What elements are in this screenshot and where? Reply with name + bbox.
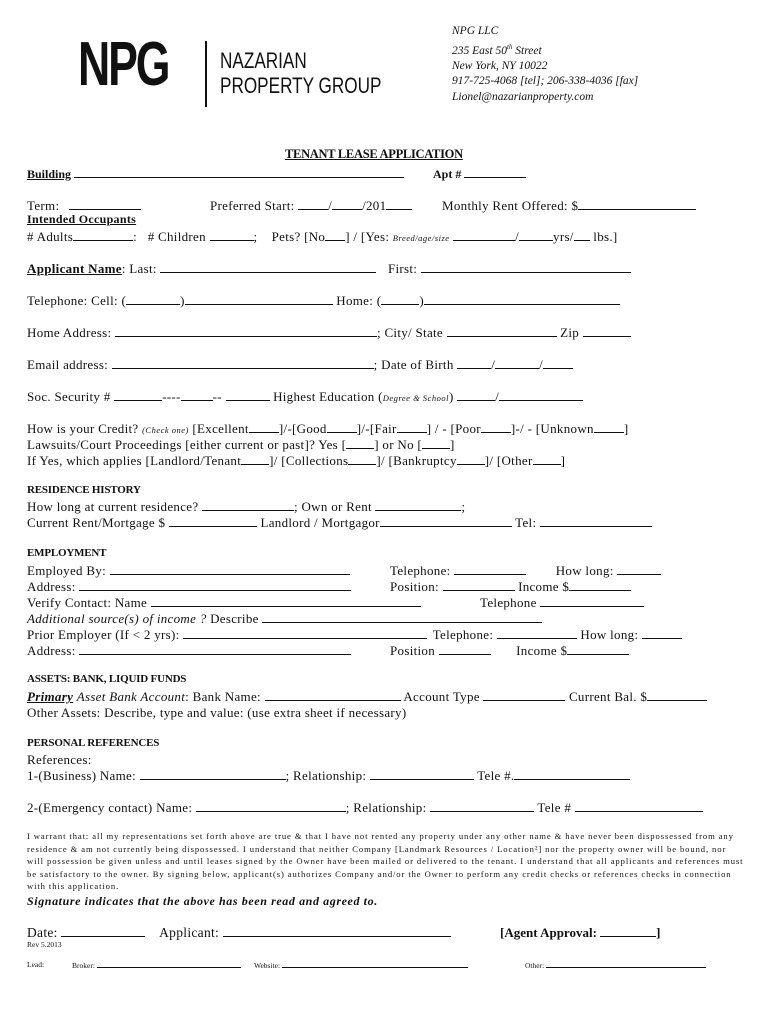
additional-income-row bbox=[27, 611, 542, 627]
start-year-field[interactable] bbox=[386, 198, 412, 210]
applicant-heading: Applicant Name bbox=[27, 261, 122, 276]
signature-note: Signature indicates that the above has been read and agreed to. bbox=[27, 894, 378, 908]
residence-row1 bbox=[27, 499, 465, 515]
zip-label: Zip bbox=[560, 325, 580, 340]
logo-name-line2: PROPERTY GROUP bbox=[220, 73, 382, 98]
reference2-name-label: 2-(Emergency contact) Name: bbox=[27, 800, 193, 815]
agent-approval-close: ] bbox=[656, 925, 661, 940]
contact-block bbox=[452, 24, 638, 105]
references-heading: PERSONAL REFERENCES bbox=[27, 737, 160, 749]
lead-label: Lead: bbox=[27, 960, 45, 969]
other-issue-label: ]/ [Other bbox=[484, 453, 533, 468]
ssn-part1-field[interactable] bbox=[114, 389, 162, 401]
employer-how-long-label: How long: bbox=[555, 563, 614, 578]
credit-close: ] bbox=[623, 421, 629, 436]
school-field[interactable] bbox=[499, 389, 583, 401]
reference1-tele-field[interactable] bbox=[514, 768, 630, 780]
prior-how-long-label: How long: bbox=[580, 627, 639, 642]
verify-contact-label: Verify Contact: Name bbox=[27, 595, 148, 610]
account-type-field[interactable] bbox=[483, 689, 565, 701]
dob-sep1: / bbox=[491, 357, 496, 372]
references-label: References: bbox=[27, 752, 92, 767]
reference1-name-label: 1-(Business) Name: bbox=[27, 768, 137, 783]
cell-label: Telephone: Cell: ( bbox=[27, 293, 127, 308]
broker-label: Broker: bbox=[72, 961, 95, 970]
street-number: 235 East 50 bbox=[452, 44, 507, 57]
primary-label: Primary bbox=[27, 689, 74, 704]
reference2-tele-field[interactable] bbox=[575, 800, 703, 812]
lbs-label: lbs.] bbox=[593, 229, 618, 244]
pet-weight-field[interactable] bbox=[574, 229, 590, 241]
pets-label: Pets? [No bbox=[271, 229, 326, 244]
home-area-field[interactable] bbox=[381, 293, 419, 305]
pet-age-field[interactable] bbox=[519, 229, 553, 241]
credit-label: How is your Credit? bbox=[27, 421, 139, 436]
home-number-field[interactable] bbox=[424, 293, 620, 305]
rent-offered-row bbox=[442, 198, 696, 214]
prior-address-row bbox=[27, 643, 351, 659]
additional-income-label: Additional source(s) of income ? bbox=[27, 611, 207, 626]
employer-address-label: Address: bbox=[27, 579, 76, 594]
bank-name-field[interactable] bbox=[265, 689, 401, 701]
last-name-label: : Last: bbox=[121, 261, 157, 276]
income-label: Income $ bbox=[518, 579, 570, 594]
broker-field[interactable] bbox=[97, 960, 241, 968]
education-slash: / bbox=[495, 389, 500, 404]
children-label: # Children bbox=[147, 229, 206, 244]
warranty-paragraph: I warrant that: all my representations set forth above are true & that I have not rented any property under any other name & have never been dispossessed from any residence & am not currently being dispossessed. I understand that neither Company [Landmark Resources / Location²] nor the property owner will be bound, nor will possession be given unless and until leases signed by the Owner have been mailed or delivered to the tenant. I understand that all applicants and references must be satisfactory to the owner. By signing below, applicant(s) authorizes Company and/or the Owner to perform any credit checks or references checks in connection with this application. bbox=[27, 831, 744, 891]
cell-area-field[interactable] bbox=[126, 293, 180, 305]
ifyes-row bbox=[27, 453, 565, 469]
term-field[interactable] bbox=[69, 198, 141, 210]
credit-fair-label: ]/-[Fair bbox=[356, 421, 397, 436]
ifyes-label: If Yes, which applies [Landlord/Tenant bbox=[27, 453, 242, 468]
account-type-label: Account Type bbox=[403, 689, 480, 704]
lawsuits-close: ] bbox=[450, 437, 455, 452]
residence-heading: RESIDENCE HISTORY bbox=[27, 484, 141, 496]
current-rent-label: Current Rent/Mortgage $ bbox=[27, 515, 166, 530]
asset-bank-label: Asset Bank Account bbox=[76, 689, 186, 704]
employer-position-row bbox=[390, 579, 631, 595]
website-row bbox=[254, 960, 468, 970]
building-field[interactable] bbox=[74, 166, 404, 178]
occupants-row bbox=[27, 229, 618, 245]
building-label: Building bbox=[27, 167, 72, 181]
preferred-start-row bbox=[210, 198, 412, 214]
current-bal-field[interactable] bbox=[647, 689, 707, 701]
prior-income-label: Income $ bbox=[516, 643, 568, 658]
occupants-heading: Intended Occupants bbox=[27, 212, 137, 226]
ssn-dash2: -- bbox=[212, 389, 222, 404]
ssn-label: Soc. Security # bbox=[27, 389, 111, 404]
prior-position-row bbox=[390, 643, 629, 659]
adults-label: # Adults bbox=[27, 229, 74, 244]
home-address-row bbox=[27, 325, 631, 341]
agent-approval-label: [Agent Approval: bbox=[500, 925, 601, 940]
credit-hint: (Check one) bbox=[142, 425, 189, 435]
current-rent-field[interactable] bbox=[169, 515, 257, 527]
education-label: Highest Education ( bbox=[273, 389, 383, 404]
ssn-part3-field[interactable] bbox=[226, 389, 270, 401]
date-field[interactable] bbox=[61, 925, 145, 937]
prior-position-label: Position bbox=[390, 643, 436, 658]
adults-field[interactable] bbox=[73, 229, 133, 241]
own-rent-label: ; Own or Rent bbox=[294, 499, 372, 514]
applicant-sign-label: Applicant: bbox=[159, 925, 220, 940]
logo-name bbox=[220, 48, 381, 98]
prior-employer-label: Prior Employer (If < 2 yrs): bbox=[27, 627, 180, 642]
home-address-label: Home Address: bbox=[27, 325, 112, 340]
credit-unknown-field[interactable] bbox=[594, 421, 624, 433]
prior-income-field[interactable] bbox=[567, 643, 629, 655]
website-label: Website: bbox=[254, 961, 281, 970]
residence-how-long-field[interactable] bbox=[202, 499, 294, 511]
home-paren: ) bbox=[419, 293, 424, 308]
city-state-label: ; City/ State bbox=[376, 325, 443, 340]
breed-field[interactable] bbox=[453, 229, 515, 241]
lawsuits-row bbox=[27, 437, 455, 453]
ssn-part2-field[interactable] bbox=[181, 389, 213, 401]
date-label: Date: bbox=[27, 925, 58, 940]
logo-mark: NPG bbox=[78, 30, 169, 99]
employment-heading: EMPLOYMENT bbox=[27, 547, 107, 559]
own-rent-field[interactable] bbox=[375, 499, 461, 511]
position-field[interactable] bbox=[443, 579, 515, 591]
residence-row2 bbox=[27, 515, 652, 531]
contact-street bbox=[452, 40, 638, 59]
cell-number-field[interactable] bbox=[185, 293, 333, 305]
education-hint: Degree & School bbox=[382, 393, 449, 403]
describe-label: Describe bbox=[210, 611, 259, 626]
employer-address-field[interactable] bbox=[79, 579, 351, 591]
reference2-relationship-field[interactable] bbox=[430, 800, 534, 812]
reference1-tele-label: Tele #. bbox=[477, 768, 515, 783]
rent-offered-label: Monthly Rent Offered: $ bbox=[442, 198, 579, 213]
lawsuits-no-label: ] or No [ bbox=[374, 437, 423, 452]
bankruptcy-label: ]/ [Bankruptcy bbox=[376, 453, 457, 468]
income-field[interactable] bbox=[569, 579, 631, 591]
additional-income-field[interactable] bbox=[262, 611, 542, 623]
zip-field[interactable] bbox=[583, 325, 631, 337]
other-source-field[interactable] bbox=[546, 960, 706, 968]
reference1-relationship-field[interactable] bbox=[370, 768, 474, 780]
reference1-row bbox=[27, 768, 630, 784]
reference2-name-field[interactable] bbox=[196, 800, 346, 812]
prior-address-field[interactable] bbox=[79, 643, 351, 655]
bankruptcy-field[interactable] bbox=[457, 453, 485, 465]
employed-by-row bbox=[27, 563, 350, 579]
verify-row bbox=[27, 595, 421, 611]
landlord-field[interactable] bbox=[380, 515, 512, 527]
lawsuits-yes-field[interactable] bbox=[346, 437, 374, 449]
current-bal-label: Current Bal. $ bbox=[568, 689, 648, 704]
position-label: Position: bbox=[390, 579, 439, 594]
own-rent-semicolon: ; bbox=[461, 499, 466, 514]
adults-colon: : bbox=[133, 229, 138, 244]
logo-divider bbox=[205, 41, 207, 107]
cell-paren: ) bbox=[180, 293, 185, 308]
landlord-tel-label: Tel: bbox=[515, 515, 537, 530]
contact-email: Lionel@nazarianproperty.com bbox=[452, 90, 594, 103]
ssn-row bbox=[27, 389, 583, 405]
prior-employer-row bbox=[27, 627, 682, 643]
email-label: Email address: bbox=[27, 357, 109, 372]
first-name-label: First: bbox=[387, 261, 418, 276]
yrs-label: yrs/ bbox=[553, 229, 574, 244]
apt-field[interactable] bbox=[464, 166, 526, 178]
verify-tel-label: Telephone bbox=[480, 595, 537, 610]
email-field[interactable] bbox=[112, 357, 374, 369]
prior-tel-field[interactable] bbox=[497, 627, 577, 639]
other-source-row bbox=[525, 960, 706, 970]
ifyes-close: ] bbox=[560, 453, 566, 468]
dob-day-field[interactable] bbox=[495, 357, 539, 369]
credit-good-field[interactable] bbox=[327, 421, 357, 433]
assets-heading: ASSETS: BANK, LIQUID FUNDS bbox=[27, 673, 187, 685]
broker-row bbox=[72, 960, 241, 970]
employer-tel-label: Telephone: bbox=[390, 563, 451, 578]
other-issue-field[interactable] bbox=[533, 453, 561, 465]
start-month-field[interactable] bbox=[298, 198, 328, 210]
building-row bbox=[27, 166, 404, 182]
verify-tel-row bbox=[480, 595, 644, 611]
email-row bbox=[27, 357, 573, 373]
street-name: Street bbox=[512, 44, 542, 57]
other-assets-row: Other Assets: Describe, type and value: (use extra sheet if necessary) bbox=[27, 705, 407, 720]
employer-how-long-field[interactable] bbox=[617, 563, 661, 575]
apt-row bbox=[433, 166, 526, 182]
telephone-row bbox=[27, 293, 620, 309]
form-title: TENANT LEASE APPLICATION bbox=[285, 147, 463, 161]
education-paren: ) bbox=[448, 389, 454, 404]
employer-tel-row bbox=[390, 563, 661, 579]
children-field[interactable] bbox=[210, 229, 254, 241]
landlord-tenant-field[interactable] bbox=[241, 453, 269, 465]
logo-name-line1: NAZARIAN bbox=[220, 48, 307, 73]
term-label: Term: bbox=[27, 198, 60, 213]
employed-by-field[interactable] bbox=[110, 563, 350, 575]
degree-field[interactable] bbox=[457, 389, 495, 401]
other-source-label: Other: bbox=[525, 961, 545, 970]
prior-position-field[interactable] bbox=[439, 643, 491, 655]
credit-fair-field[interactable] bbox=[397, 421, 427, 433]
collections-field[interactable] bbox=[348, 453, 376, 465]
street-suffix: th bbox=[506, 42, 513, 51]
verify-contact-field[interactable] bbox=[151, 595, 421, 607]
dob-label: ; Date of Birth bbox=[373, 357, 454, 372]
credit-row bbox=[27, 421, 628, 437]
contact-company: NPG LLC bbox=[452, 25, 499, 37]
applicant-name-row bbox=[27, 261, 631, 277]
credit-good-label: ]/-[Good bbox=[278, 421, 327, 436]
breed-hint: Breed/age/size bbox=[392, 233, 450, 243]
children-semicolon: ; bbox=[253, 229, 258, 244]
prior-how-long-field[interactable] bbox=[642, 627, 682, 639]
dob-month-field[interactable] bbox=[457, 357, 491, 369]
bank-name-label: : Bank Name: bbox=[185, 689, 261, 704]
pets-yes-label: ] / [Yes: bbox=[345, 229, 390, 244]
bank-account-row bbox=[27, 689, 707, 705]
employer-address-row bbox=[27, 579, 351, 595]
landlord-tel-field[interactable] bbox=[540, 515, 652, 527]
credit-excellent-field[interactable] bbox=[249, 421, 279, 433]
revision: Rev 5.2013 bbox=[27, 940, 62, 949]
landlord-label: Landlord / Mortgagor bbox=[260, 515, 380, 530]
rent-offered-field[interactable] bbox=[578, 198, 696, 210]
breed-slash: / bbox=[515, 229, 520, 244]
collections-label: ]/ [Collections bbox=[269, 453, 349, 468]
start-day-field[interactable] bbox=[332, 198, 362, 210]
reference2-relationship-label: ; Relationship: bbox=[345, 800, 427, 815]
credit-unknown-label: ]-/ - [Unknown bbox=[510, 421, 594, 436]
agent-approval-field[interactable] bbox=[600, 925, 656, 937]
reference2-tele-label: Tele # bbox=[537, 800, 572, 815]
home-phone-label: Home: ( bbox=[336, 293, 382, 308]
last-name-field[interactable] bbox=[160, 261, 376, 273]
contact-city: New York, NY 10022 bbox=[452, 59, 548, 72]
verify-tel-field[interactable] bbox=[540, 595, 644, 607]
credit-poor-field[interactable] bbox=[481, 421, 511, 433]
start-sep1: / bbox=[328, 198, 333, 213]
website-field[interactable] bbox=[282, 960, 468, 968]
employed-by-label: Employed By: bbox=[27, 563, 107, 578]
preferred-start-label: Preferred Start: bbox=[210, 198, 295, 213]
lawsuits-label: Lawsuits/Court Proceedings [either current or past]? Yes [ bbox=[27, 437, 347, 452]
prior-address-label: Address: bbox=[27, 643, 76, 658]
prior-tel-label: Telephone: bbox=[432, 627, 494, 642]
city-state-field[interactable] bbox=[447, 325, 557, 337]
apt-label: Apt # bbox=[433, 167, 462, 181]
first-name-field[interactable] bbox=[421, 261, 631, 273]
credit-poor-label: ] / - [Poor bbox=[426, 421, 481, 436]
signature-row bbox=[27, 925, 451, 941]
pets-no-field[interactable] bbox=[325, 229, 345, 241]
reference1-relationship-label: ; Relationship: bbox=[285, 768, 367, 783]
credit-excellent-label: [Excellent bbox=[192, 421, 249, 436]
agent-approval-row bbox=[500, 925, 661, 941]
applicant-signature-field[interactable] bbox=[223, 925, 451, 937]
lawsuits-no-field[interactable] bbox=[422, 437, 450, 449]
reference2-row bbox=[27, 800, 703, 816]
dob-year-field[interactable] bbox=[543, 357, 573, 369]
start-sep2: /201 bbox=[362, 198, 387, 213]
residence-how-long-label: How long at current residence? bbox=[27, 499, 199, 514]
reference1-name-field[interactable] bbox=[140, 768, 286, 780]
contact-phones: 917-725-4068 [tel]; 206-338-4036 [fax] bbox=[452, 75, 639, 88]
dob-sep2: / bbox=[539, 357, 544, 372]
home-address-field[interactable] bbox=[115, 325, 377, 337]
prior-employer-field[interactable] bbox=[183, 627, 427, 639]
ssn-dash1: ---- bbox=[162, 389, 181, 404]
employer-tel-field[interactable] bbox=[454, 563, 526, 575]
